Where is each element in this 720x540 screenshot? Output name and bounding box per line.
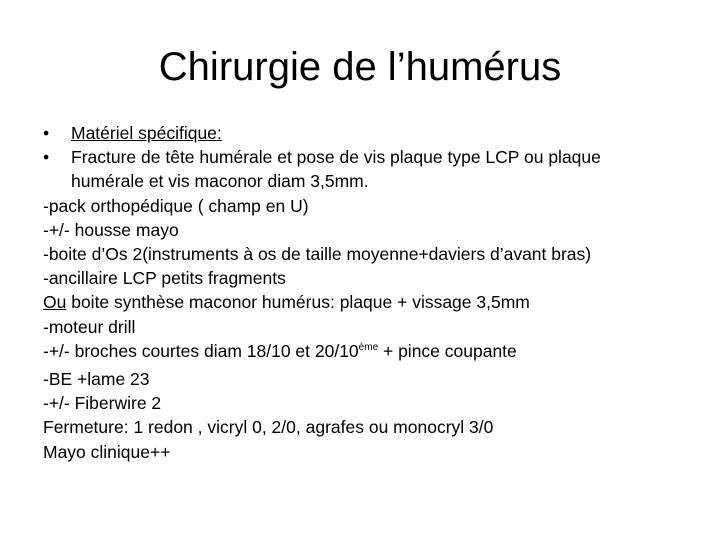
bullet-icon: •: [43, 147, 50, 168]
broches-text: -+/- broches courtes diam 18/10 et 20/10: [43, 340, 359, 361]
list-item: -BE +lame 23: [43, 369, 150, 390]
ou-text: boite synthèse maconor humérus: plaque + vissage 3,5mm: [66, 292, 530, 313]
broches-superscript: ème: [358, 341, 379, 353]
list-item: -+/- housse mayo: [43, 219, 179, 240]
list-item-ou: [43, 290, 703, 314]
slide-title: Chirurgie de l’humérus: [158, 45, 562, 89]
ou-label: Ou: [43, 292, 67, 313]
bullet-continuation: humérale et vis maconor diam 3,5mm.: [71, 171, 369, 192]
list-item: -pack orthopédique ( champ en U): [43, 195, 309, 216]
list-item: Fermeture: 1 redon , vicryl 0, 2/0, agrafes ou monocryl 3/0: [43, 417, 494, 438]
bullet-icon: •: [43, 123, 50, 143]
bullet-item-fracture: [43, 145, 703, 169]
list-item: -boite d’Os 2(instruments à os de taille moyenne+daviers d’avant bras): [43, 244, 592, 265]
list-item: -+/- Fiberwire 2: [43, 393, 162, 414]
bullet-text: Fracture de tête humérale et pose de vis plaque type LCP ou plaque: [71, 147, 601, 168]
list-item: Mayo clinique++: [43, 441, 171, 462]
list-item-broches: [43, 339, 703, 367]
broches-text-end: + pince coupante: [378, 340, 517, 361]
slide-body: [43, 121, 703, 464]
list-item: -moteur drill: [43, 316, 136, 337]
bullet-item-materiel: [43, 121, 703, 145]
bullet-text: Matériel spécifique:: [71, 123, 222, 143]
list-item: -ancillaire LCP petits fragments: [43, 268, 286, 289]
